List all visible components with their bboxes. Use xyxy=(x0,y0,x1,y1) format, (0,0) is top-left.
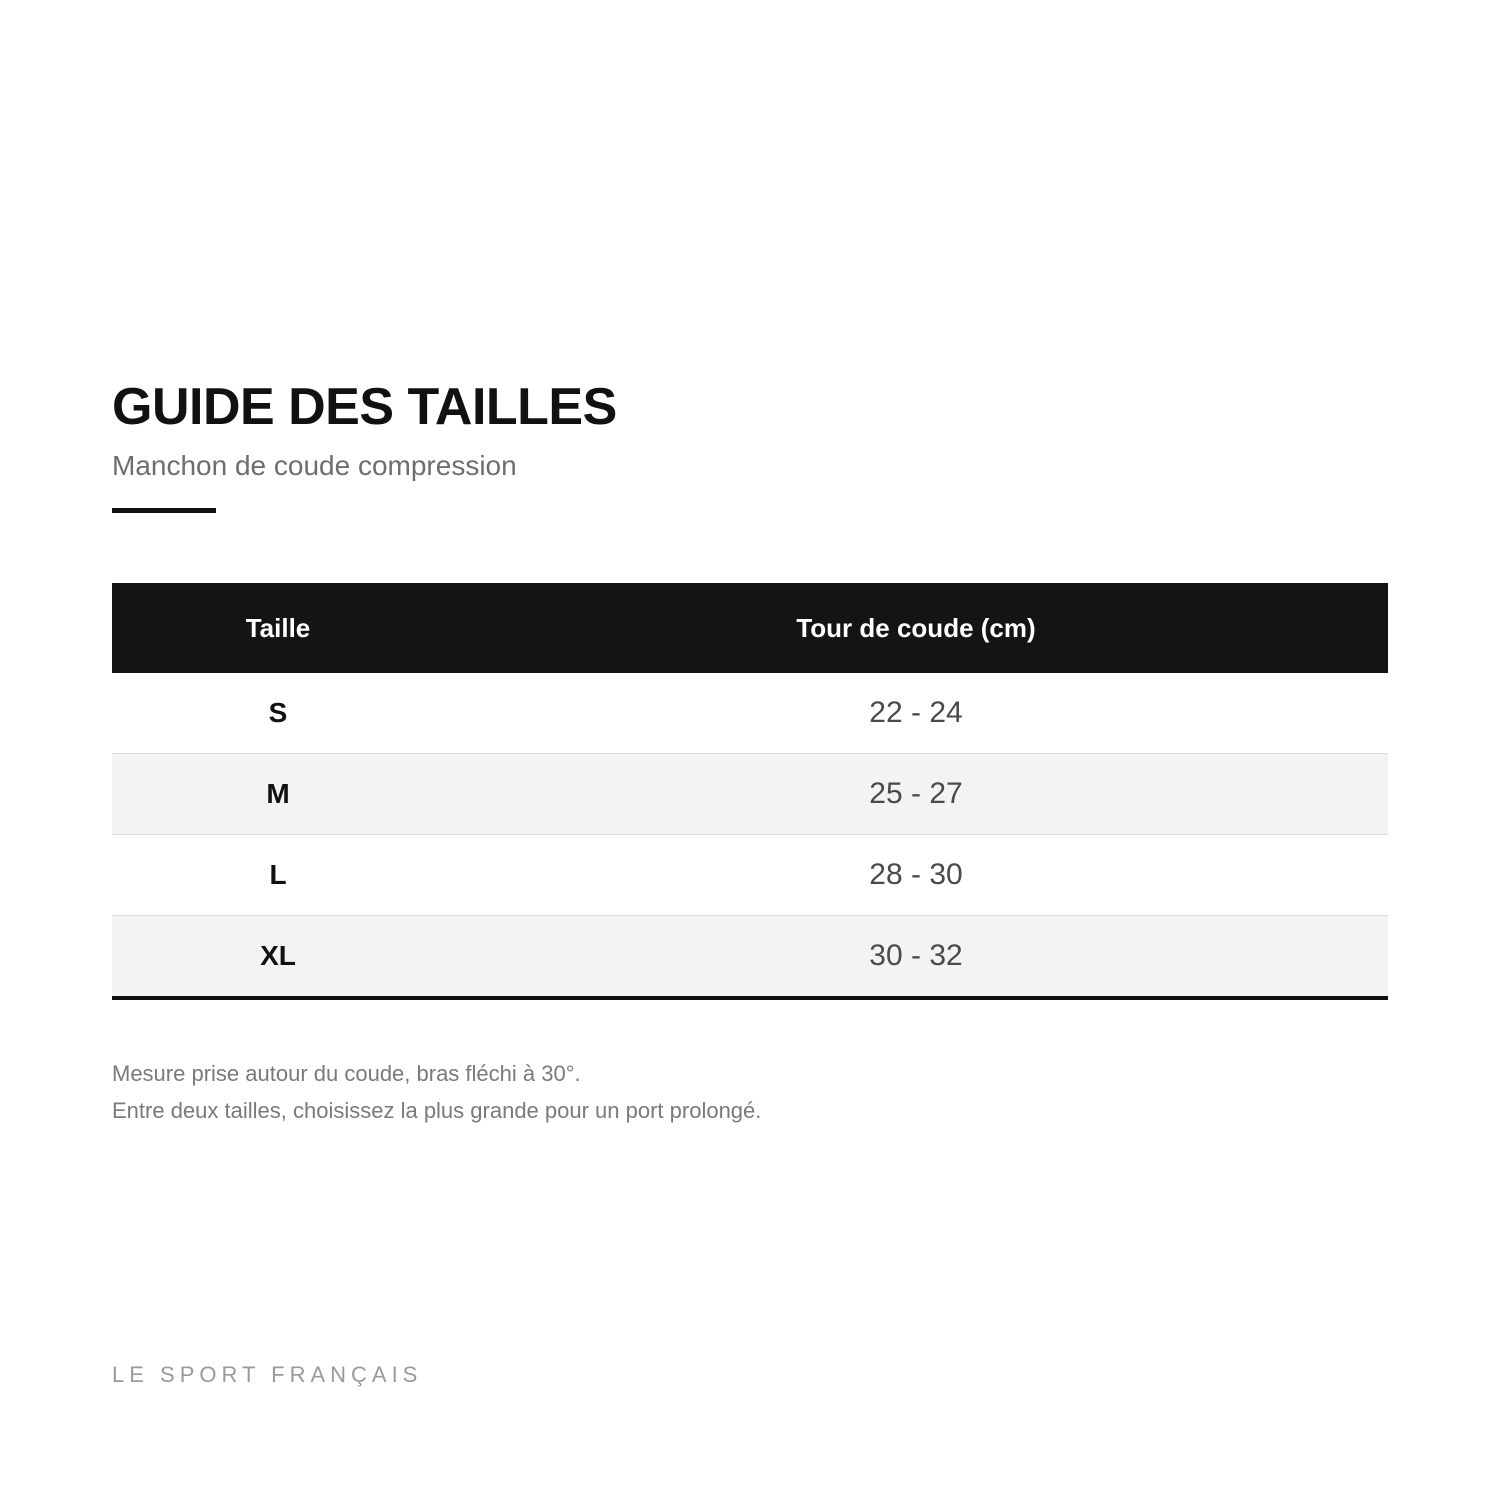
page-title: GUIDE DES TAILLES xyxy=(112,378,617,436)
measurement-notes xyxy=(112,1055,761,1129)
measure-cell: 28 - 30 xyxy=(444,835,1388,916)
size-cell: L xyxy=(112,835,444,916)
page-subtitle: Manchon de coude compression xyxy=(112,450,517,481)
table-body xyxy=(112,673,1388,998)
size-cell: S xyxy=(112,673,444,754)
table-row xyxy=(112,835,1388,916)
size-table xyxy=(112,583,1388,1000)
size-cell: XL xyxy=(112,916,444,999)
table-header xyxy=(112,583,1388,673)
table-row xyxy=(112,754,1388,835)
table-row xyxy=(112,673,1388,754)
title-underline xyxy=(112,508,216,513)
table-row xyxy=(112,916,1388,999)
note-line: Entre deux tailles, choisissez la plus grande pour un port prolongé. xyxy=(112,1098,762,1123)
measure-cell: 30 - 32 xyxy=(444,916,1388,999)
measure-cell: 22 - 24 xyxy=(444,673,1388,754)
measure-cell: 25 - 27 xyxy=(444,754,1388,835)
brand-footer: LE SPORT FRANÇAIS xyxy=(112,1362,423,1387)
table-header-row xyxy=(112,583,1388,673)
size-cell: M xyxy=(112,754,444,835)
column-header-measure: Tour de coude (cm) xyxy=(444,583,1388,673)
column-header-size: Taille xyxy=(112,583,444,673)
note-line: Mesure prise autour du coude, bras fléchi à 30°. xyxy=(112,1061,581,1086)
